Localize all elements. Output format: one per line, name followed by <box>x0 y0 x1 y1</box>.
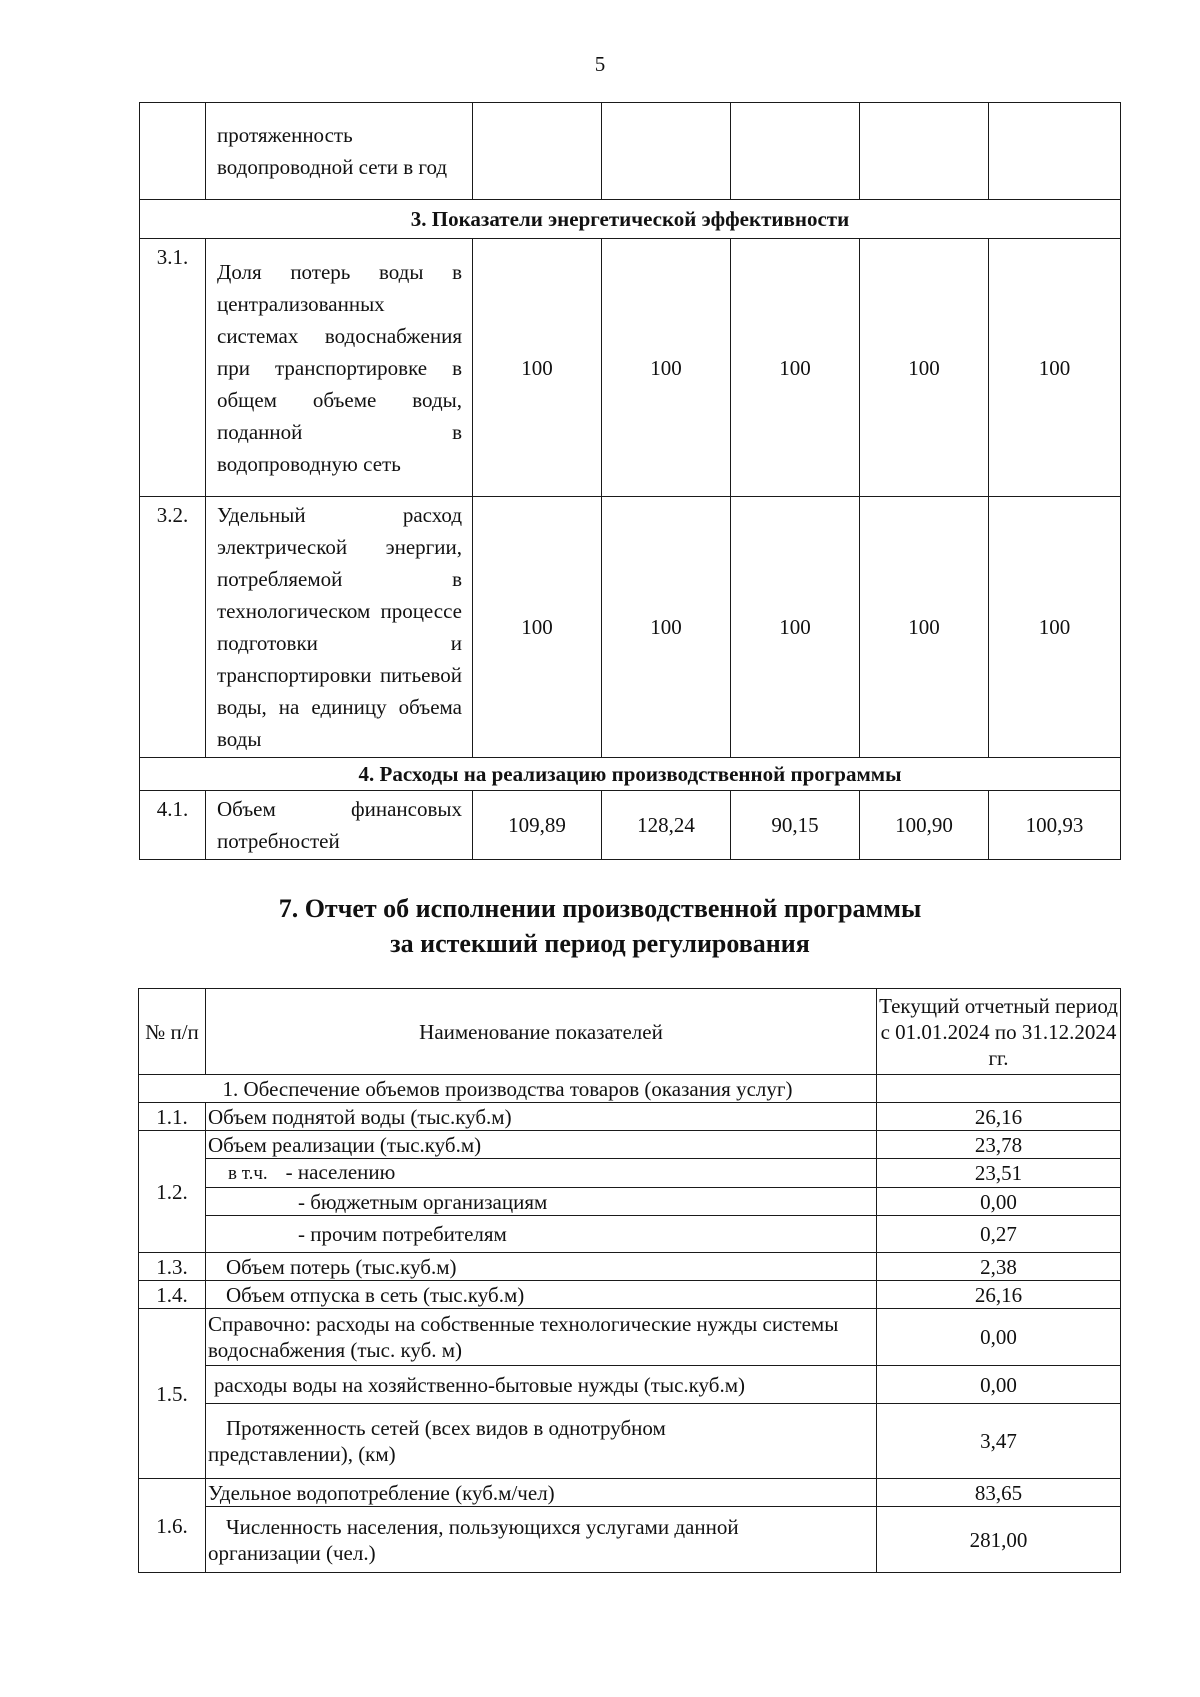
section-row <box>139 1075 1121 1103</box>
section-title: 1. Обеспечение объемов производства товаров (оказания услуг) <box>139 1075 877 1103</box>
header-row <box>139 989 1121 1075</box>
row-number: 1.2. <box>139 1131 206 1253</box>
indicator-name: Объем поднятой воды (тыс.куб.м) <box>206 1103 877 1131</box>
indicator-name: Справочно: расходы на собственные технологические нужды системы водоснабжения (тыс. куб. м) <box>206 1309 877 1366</box>
value-cell: 2,38 <box>877 1253 1121 1281</box>
indicator-name: Удельное водопотребление (куб.м/чел) <box>206 1479 877 1507</box>
section-heading: 7. Отчет об исполнении производственной программы <box>278 894 922 923</box>
indicator-name: расходы воды на хозяйственно-бытовые нужды (тыс.куб.м) <box>206 1366 877 1404</box>
value-cell: 100,90 <box>860 791 989 860</box>
row-number: 1.6. <box>139 1479 206 1573</box>
value-cell: 100 <box>860 497 989 758</box>
table-row <box>140 497 1121 758</box>
indicator-name: Объем потерь (тыс.куб.м) <box>206 1253 877 1281</box>
row-number: 3.1. <box>140 239 206 497</box>
value-cell: 0,27 <box>877 1216 1121 1253</box>
indicator-name: Удельный расход электрической энергии, потребляемой в технологическом процессе подготовки и транспортировки питьевой воды, на единицу объема воды <box>206 497 473 758</box>
value-cell: 100,93 <box>989 791 1121 860</box>
value-cell: 100 <box>731 239 860 497</box>
row-number: 3.2. <box>140 497 206 758</box>
table-row <box>139 1507 1121 1573</box>
page-number: 5 <box>594 52 606 76</box>
indicator-name: протяженность водопроводной сети в год <box>206 103 473 200</box>
value-cell: 100 <box>602 497 731 758</box>
value-cell: 100 <box>602 239 731 497</box>
indicators-table <box>139 102 1121 860</box>
table-row <box>140 103 1121 200</box>
value-cell: 26,16 <box>877 1103 1121 1131</box>
table-row <box>140 239 1121 497</box>
report-table <box>138 988 1121 1573</box>
table-row <box>139 1216 1121 1253</box>
table-row <box>139 1103 1121 1131</box>
value-cell: 281,00 <box>877 1507 1121 1573</box>
indicator-name: - бюджетным организациям <box>206 1188 877 1216</box>
indicator-name <box>206 1159 877 1188</box>
section-title: 4. Расходы на реализацию производственной программы <box>140 758 1121 791</box>
value-cell: 3,47 <box>877 1404 1121 1479</box>
table-row <box>139 1159 1121 1188</box>
value-cell: 100 <box>473 239 602 497</box>
value-cell: 109,89 <box>473 791 602 860</box>
value-cell: 23,51 <box>877 1159 1121 1188</box>
row-number: 1.5. <box>139 1309 206 1479</box>
sub-indicator: - населению <box>285 1160 396 1184</box>
header-period: Текущий отчетный период с 01.01.2024 по 31.12.2024 гг. <box>877 989 1121 1075</box>
table-row <box>140 791 1121 860</box>
value-cell: 26,16 <box>877 1281 1121 1309</box>
section-row <box>140 758 1121 791</box>
indicator-name: Объем финансовых потребностей <box>206 791 473 860</box>
value-cell: 100 <box>473 497 602 758</box>
table-row <box>139 1188 1121 1216</box>
indicator-name: Численность населения, пользующихся услугами данной организации (чел.) <box>206 1507 877 1573</box>
header-name: Наименование показателей <box>206 989 877 1075</box>
indicator-name: Протяженность сетей (всех видов в однотрубном представлении), (км) <box>206 1404 877 1479</box>
indicator-name: Объем отпуска в сеть (тыс.куб.м) <box>206 1281 877 1309</box>
table-row <box>139 1131 1121 1159</box>
header-num: № п/п <box>139 989 206 1075</box>
section-heading: за истекший период регулирования <box>390 929 810 958</box>
value-cell: 100 <box>860 239 989 497</box>
value-cell: 83,65 <box>877 1479 1121 1507</box>
indicator-name: Объем реализации (тыс.куб.м) <box>206 1131 877 1159</box>
table-row <box>139 1404 1121 1479</box>
section-title: 3. Показатели энергетической эффективности <box>140 200 1121 239</box>
section-row <box>140 200 1121 239</box>
row-number: 1.1. <box>139 1103 206 1131</box>
table-row <box>139 1253 1121 1281</box>
row-number: 1.4. <box>139 1281 206 1309</box>
value-cell: 0,00 <box>877 1188 1121 1216</box>
value-cell: 128,24 <box>602 791 731 860</box>
table-row <box>139 1281 1121 1309</box>
value-cell: 100 <box>989 239 1121 497</box>
table-row <box>139 1479 1121 1507</box>
prefix-label: в т.ч. <box>228 1163 268 1184</box>
table-row <box>139 1366 1121 1404</box>
table-row <box>139 1309 1121 1366</box>
indicator-name: - прочим потребителям <box>206 1216 877 1253</box>
value-cell: 0,00 <box>877 1309 1121 1366</box>
value-cell: 0,00 <box>877 1366 1121 1404</box>
value-cell: 90,15 <box>731 791 860 860</box>
value-cell: 100 <box>989 497 1121 758</box>
value-cell: 100 <box>731 497 860 758</box>
row-number: 4.1. <box>140 791 206 860</box>
value-cell: 23,78 <box>877 1131 1121 1159</box>
indicator-name: Доля потерь воды в централизованных системах водоснабжения при транспортировке в общем объеме воды, поданной в водопроводную сеть <box>206 239 473 497</box>
num-cell <box>140 103 206 200</box>
row-number: 1.3. <box>139 1253 206 1281</box>
